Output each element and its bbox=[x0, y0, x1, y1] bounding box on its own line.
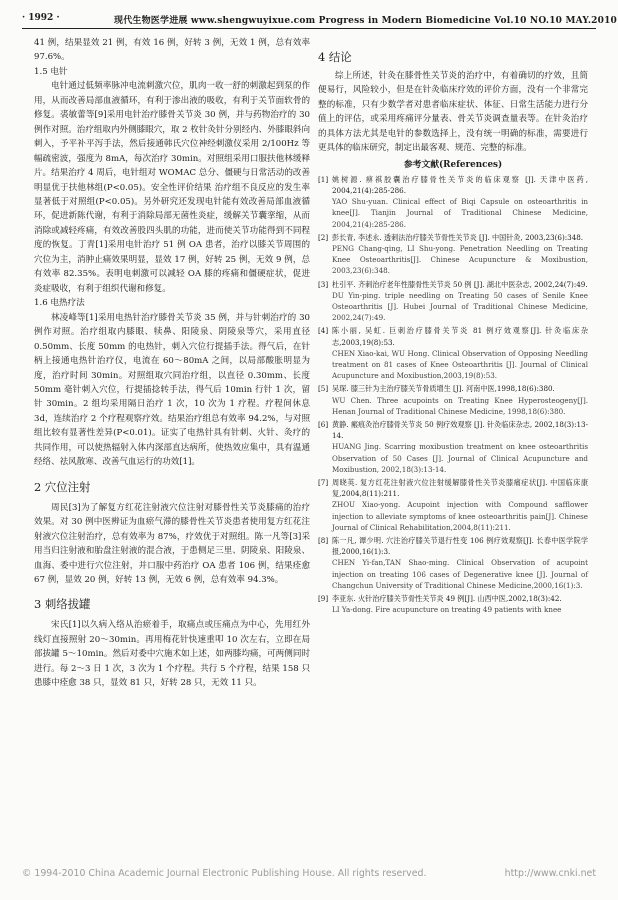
reference-chinese: 黄静. 瘢痕灸治疗膝骨关节炎 50 例疗效观察 [J]. 针灸临床杂志, 2002,18(3):13-14. bbox=[332, 419, 588, 441]
reference-number: [6] bbox=[318, 419, 329, 429]
section-4-paragraph: 综上所述，针灸在膝骨性关节炎的治疗中，有着确切的疗效，且简便易行，风险较小，但是在针灸临床疗效的评价方面，没有一个非常完整的标准，只有少数学者对患者临床症状、体征、日常生活能力进行分值上的评估，或采用疼痛评分量表、骨关节炎调查量表等。在针灸治疗的具体方法尤其是电针的参数选择上，没有统一明确的标准，需要进行更具体的临床研究，制定出最客观、规范、完整的标准。 bbox=[318, 71, 588, 154]
running-header bbox=[22, 10, 617, 29]
reference-chinese: 吴琛. 膝三针为主治疗膝关节骨质增生 [J]. 河南中医,1998,18(6):380. bbox=[332, 384, 555, 394]
reference-number: [5] bbox=[318, 384, 329, 394]
reference-english: PENG Chang-qing, LI Shu-yong. Penetration Needling on Treating Knee Osteoarthritis[J]. Chinese Acupuncture & Moxibustion, 2003,23(6):348. bbox=[332, 243, 588, 276]
reference-chinese: 彭长青, 李述永. 透刺法治疗膝关节骨性关节炎 [J]. 中国针灸, 2003,23(6):348. bbox=[332, 232, 584, 242]
left-column bbox=[34, 36, 310, 691]
section-3-paragraph: 宋氏[1]以久病入络从治瘀着手，取痛点或压痛点为中心，先用红外线灯直接照射 20～30min。再用梅花针快速重叩 10 次左右，立即在局部拔罐 5～10min。然后对委中穴施术如上述，如两膝均痛，可两侧同时进行。每 2～3 日 1 次，3 次为 1 个疗程。共行 5 个疗程，结果 158 只患膝中痊愈 38 只，显效 81 只，好转 28 只，无效 11 只。 bbox=[34, 620, 310, 689]
reference-item bbox=[318, 535, 588, 591]
reference-chinese: 杜引平. 齐刺治疗老年性膝骨性关节炎 50 例 [J]. 湖北中医杂志, 2002,24(7):49. bbox=[332, 279, 588, 289]
reference-item bbox=[318, 279, 588, 324]
reference-english: CHEN Yi-fan,TAN Shao-ming. Clinical Observation of acupoint injection on treating 106 cases of Degenerative knee [J]. Journal of Changchun University of Traditional Chinese Medicine,2000,16(1):3. bbox=[332, 558, 588, 590]
section-1-6-heading: 1.6 电热疗法 bbox=[34, 298, 85, 309]
section-1-6-paragraph: 林凌峰等[1]采用电热针治疗膝骨关节炎 35 例，并与针刺治疗的 30 例作对照。治疗组取内膝眼、犊鼻、阳陵泉、阴陵泉等穴，采用直径 0.50mm、长度 50mm 的电热针，刺入穴位行提插手法。得气后，在针柄上接通电热针治疗仪，电流在 60～80mA 之间，以局部酸胀明显为度，治疗时间 30min。对照组取穴同治疗组，以直径 0.30mm、长度 50mm 毫针刺入穴位，行提插捻转手法，得气后 10min 行针 1 次，留针 30min。2 组均采用隔日治疗 1 次，10 次为 1 疗程。疗程间休息 3d，连续治疗 2 个疗程观察疗效。结果治疗组总有效率 94.2%，与对照组比较有显著性差异(P<0.01)。证实了电热针具有针刺、火针、灸疗的共同作用，可以使热辐射入体内深部直达病所，使热效应集中，具有温通经络、祛风散寒、改善气血运行的功效[1]。 bbox=[34, 312, 310, 468]
reference-english: LI Ya-dong. Fire acupuncture on treating 49 patients with knee bbox=[332, 605, 562, 615]
reference-item bbox=[318, 174, 588, 230]
reference-chinese: 姚树源. 痹祺胶囊治疗膝骨性关节炎的临床观察 [J]. 天津中医药, 2004,21(4):285-286. bbox=[332, 174, 588, 195]
reference-number: [4] bbox=[318, 326, 329, 336]
reference-number: [8] bbox=[318, 536, 329, 546]
reference-number: [7] bbox=[318, 478, 329, 487]
reference-chinese: 周晓英. 复方红花注射液穴位注射缓解膝骨性关节炎膝痛症状[J]. 中国临床康复,2004,8(11):211. bbox=[332, 478, 588, 499]
intro-paragraph: 41 例，结果显效 21 例，有效 16 例，好转 3 例，无效 1 例，总有效率 97.6%。 bbox=[34, 38, 310, 63]
reference-english: ZHOU Xiao-yong. Acupoint injection with Compound safflower injection to alleviate symptoms of knee osteoarthritis pain[J]. Chinese Journal of Clinical Rehabilitation,2004,8(11):211. bbox=[332, 500, 588, 532]
reference-list bbox=[318, 174, 588, 616]
reference-chinese: 李亚东. 火针治疗膝关节骨性关节炎 49 例[J]. 山西中医,2002,18(3):42. bbox=[332, 594, 562, 604]
reference-number: [2] bbox=[318, 232, 329, 242]
section-3-heading: 3 刺络拔罐 bbox=[34, 597, 91, 612]
reference-item bbox=[318, 419, 588, 475]
footer-url-link[interactable]: http://www.cnki.net bbox=[504, 868, 596, 879]
reference-english: WU Chen. Three acupoints on Treating Knee Hyperosteogeny[J]. Henan Journal of Traditional Chinese Medicine, 1998,18(6):380. bbox=[332, 395, 588, 416]
right-column bbox=[318, 36, 588, 617]
reference-english: CHEN Xiao-kai, WU Hong. Clinical Observation of Opposing Needling treatment on 81 cases of Knee Osteoarthritis [J]. Journal of Clinical Acupuncture and Moxibustion,2003,19(8):53. bbox=[332, 348, 588, 381]
reference-english: YAO Shu-yuan. Clinical effect of Biqi Capsule on osteoarthritis in knee[J]. Tianjin Journal of Traditional Chinese Medicine, 2004,21(4):285-286. bbox=[332, 197, 588, 229]
section-1-5-paragraph: 电针通过低频率脉冲电流刺激穴位，肌肉一收一舒的刺激起到泵的作用，从而改善局部血液循环，有利于渗出液的吸收，有利于关节面软骨的修复。裘敏蕾等[9]采用电针治疗膝骨关节炎 30 例，并与药物治疗的 30 例作对照。治疗组取内外侧膝眼穴，取 2 枚针灸针分别经内、外膝眼斜向刺入，予平补平泻手法，然后接通韩氏穴位神经刺激仪采用 2/100Hz 等幅疏密波，强度为 8mA，每次治疗 30min。对照组采用口服扶他林缓释片。结果治疗 4 周后，电针组对 WOMAC 总分、僵硬与日常活动的改善明显优于扶他林组(P<0.05)。安全性评价结果 治疗组不良反应的发生率显著低于对照组(P<0.05)。另外研究还发现电针能有效改善局部血液循环，促进新陈代谢，有利于消除局部无菌性炎症，缓解关节囊挛缩，从而消除或减轻疼痛，有效改善股四头肌的功能，进而使关节功能得到不同程度的恢复。丁青[1]采用电针治疗 51 例 OA 患者，治疗以膝关节周围的穴位为主，消肿止痛效果明显，显效 17 例，好转 25 例，无效 9 例，总有效率 82.35%。表明电刺激可以减轻 OA 膝的疼痛和僵硬症状，促进炎症吸收，有利于组织代谢和修复。 bbox=[34, 81, 310, 294]
reference-number: [1] bbox=[318, 174, 329, 184]
reference-chinese: 陈一凡, 谭少明. 穴注治疗膝关节退行性变 106 例疗效观察[J]. 长春中医学院学报,2000,16(1):3. bbox=[332, 536, 588, 557]
reference-english: DU Yin-ping. triple needling on Treating 50 cases of Senile Knee Osteoarthritis [J]. Hubei Journal of Traditional Chinese Medicine, 2002,24(7):49. bbox=[332, 290, 588, 323]
reference-item bbox=[318, 325, 588, 381]
reference-item bbox=[318, 232, 588, 277]
page-number: · 1992 · bbox=[22, 13, 60, 23]
reference-item bbox=[318, 593, 588, 615]
reference-number: [3] bbox=[318, 279, 329, 289]
section-1-5-heading: 1.5 电针 bbox=[34, 66, 68, 77]
journal-title-line: 现代生物医学进展 www.shengwuyixue.com Progress in Modern Biomedicine Vol.10 NO.10 MAY.2010 bbox=[114, 16, 617, 26]
page-footer bbox=[22, 868, 596, 879]
reference-english: HUANG Jing. Scarring moxibustion treatment on knee osteoarthritis Observation of 50 Cases [J]. Journal of Clinical Acupuncture and Moxibustion, 2002,18(3):13-14. bbox=[332, 442, 588, 474]
section-4-heading: 4 结论 bbox=[318, 50, 352, 64]
reference-number: [9] bbox=[318, 594, 329, 604]
references-heading: 参考文献(References) bbox=[403, 159, 503, 170]
section-2-paragraph: 周民[3]为了解复方红花注射液穴位注射对膝骨性关节炎膝痛的治疗效果。对 30 例中医辨证为血瘀气滞的膝骨性关节炎患者使用复方红花注射液穴位注射治疗，总有效率为 87%，疗效优于对照组。陈一凡等[3]采用当归注射液和胎盘注射液的混合液，于患侧足三里、阴陵泉、阳陵泉、血海、委中进行穴位注射，并口服中药治疗 OA 患者 106 例，结果痊愈 67 例，显效 20 例，好转 13 例，无效 6 例，总有效率 94.3%。 bbox=[34, 502, 310, 585]
reference-item bbox=[318, 383, 588, 417]
copyright-notice: © 1994-2010 China Academic Journal Electronic Publishing House. All rights reserved. bbox=[22, 868, 427, 879]
reference-chinese: 陈小丽, 吴虹. 巨刺治疗膝骨关节炎 81 例疗效观察[J]. 针灸临床杂志,2003,19(8):53. bbox=[332, 326, 588, 347]
section-2-heading: 2 穴位注射 bbox=[34, 479, 91, 494]
reference-item bbox=[318, 477, 588, 533]
